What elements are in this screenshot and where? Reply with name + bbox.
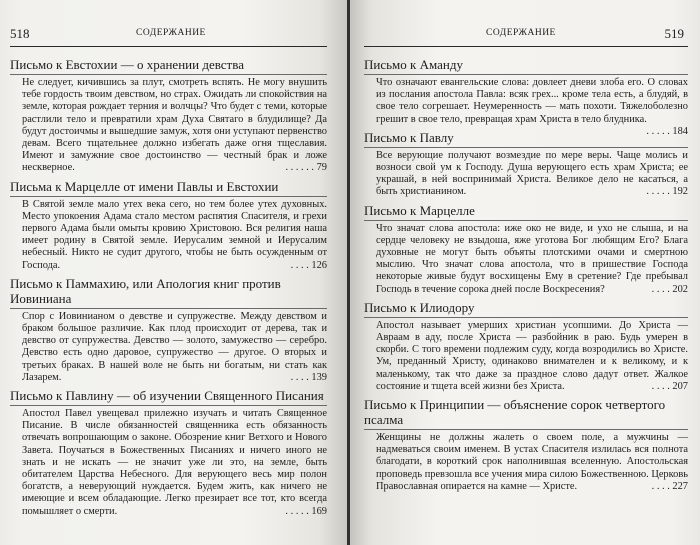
entry-page-number: . . . . . . 79 <box>285 162 327 174</box>
left-contents <box>10 57 327 518</box>
toc-entry <box>364 130 688 199</box>
entry-page-number: . . . . 207 <box>651 380 688 392</box>
toc-entry <box>364 300 688 393</box>
toc-entry <box>364 203 688 296</box>
left-page <box>0 0 347 545</box>
entry-page-number: . . . . 126 <box>290 259 327 271</box>
entry-summary <box>376 320 688 393</box>
entry-title: Письмо к Павлину — об изучении Священного Писания <box>10 388 327 406</box>
entry-title: Письмо к Паммахию, или Апология книг против Иовиниана <box>10 276 327 309</box>
entry-text: Не следует, кичившись за плут, смотреть вспять. Не могу внушить тебе гордость твоим девством, но страх. Ожидать ли спокойствия на земле, которая рождает терния и волчцы? Что будет с теми, которые растлили тело и превратили храм Духа Святаго в блудилище? Да будут достоичмы и вышедшие замуж, хотя они уступают первенство девам. Всего тщательнее должно избегать даже огня тщеславия. Имеют и замужние свое достоинство — честный брак и ложе нескверное. <box>22 77 327 174</box>
left-page-header <box>10 26 327 47</box>
entry-title: Письма к Марцелле от имени Павлы и Евстохии <box>10 179 327 197</box>
entry-page-number: . . . . . 184 <box>646 125 688 137</box>
entry-summary <box>22 311 327 384</box>
entry-text: В Святой земле мало утех века сего, но тем более утех духовных. Место упокоения Адама стало местом распятия Спасителя, и грехи первого Адама были омыты кровию Христовою. Вся религия наша имеет родину в Святой земле. Иерусалим земной и Иерусалим небесный. Никто не судит другого, чтобы не быть осужденным от Господа. <box>22 198 327 271</box>
entry-text: Все верующие получают возмездие по мере веры. Чаще молись и возноси свой ум к Господу. Душа верующего есть храм Христа; ее украшай, в ней воспринимай Христа. Великое дело не касаться, а быть христианином. <box>376 149 688 198</box>
entry-title: Письмо к Евстохии — о хранении девства <box>10 57 327 75</box>
running-title: СОДЕРЖАНИЕ <box>136 28 206 38</box>
entry-title: Письмо к Принципии — объяснение сорок четвертого псалма <box>364 397 688 430</box>
entry-title: Письмо к Аманду <box>364 57 688 75</box>
entry-summary <box>376 432 688 493</box>
entry-page-number: . . . . . 169 <box>285 505 327 517</box>
entry-summary <box>376 150 688 199</box>
entry-title: Письмо к Павлу <box>364 130 688 148</box>
entry-text: Женщины не должны жалеть о своем поле, а мужчины — надмеваться своим именем. В устах Спасителя излилась вся полнота благодати, в короткий срок наполнившая вселенную. Апостольская проповедь превзошла все учения мира силою Божественною. Церковь Православная опирается на камне — Христе. <box>376 432 688 492</box>
entry-summary <box>22 199 327 272</box>
right-contents <box>364 57 688 493</box>
entry-summary <box>376 223 688 296</box>
entry-page-number: . . . . 202 <box>651 283 688 295</box>
entry-text: Спор с Иовинианом о девстве и супружестве. Между девством и браком большое различие. Как плод происходит от дерева, так и девство от супружества. Девство — золото, замужество — серебро. Девство есть одно даровое, супружество — другое. О вторых и третьих браках. В нашей воле не быть ни богатым, ни стать как Лазарем. <box>22 310 327 383</box>
entry-text: Что означают евангельские слова: довлеет дневи злоба его. О словах из послания апостола Павла: всяк грех... кроме тела есть, а блудяй, в свое тело согрешает. Неумеренность — мать похоти. Тяжелоболезно грешит в свое тело, превращая храм Христа в тело блудника. <box>376 77 688 125</box>
entry-page-number: . . . . 227 <box>651 480 688 492</box>
entry-summary <box>22 408 327 518</box>
page-number: 519 <box>664 26 684 41</box>
entry-summary <box>22 77 327 175</box>
toc-entry <box>10 276 327 384</box>
entry-title: Письмо к Илиодору <box>364 300 688 318</box>
entry-title: Письмо к Марцелле <box>364 203 688 221</box>
running-title: СОДЕРЖАНИЕ <box>486 28 556 38</box>
page-number: 518 <box>10 26 30 41</box>
entry-page-number: . . . . 139 <box>290 371 327 383</box>
entry-text: Что значат слова апостола: иже око не виде, и ухо не слыша, и на сердце человеку не взыдоша, яже уготова Бог любящим Его? Блага духовные не могут быть объяты плотскими очами и смертною мыслию. Что значат слова апостола, что в пришествие Господа некоторые живые будут восхищены Ему в сретение? Где пребывал Господь в течение сорока дней после Воскресения? <box>376 222 688 295</box>
entry-text: Апостол Павел увещевал прилежно изучать и читать Священное Писание. В числе обязанностей священника есть обязанность отвечать вопрошающим о законе. Обозрение книг Ветхого и Нового Завета. Поучаться в Божественных Писаниях и ничего иного не знать и не искать — не значит уже ли это, на земле, быть обитателем Царства Небесного. Для верующего весь мир полон богатств, а неверующий нуждается. Будем жить, как ничего не имеющие и всем обладающие. Легко презирает все тот, кто всегда помышляет о смерти. <box>22 408 327 517</box>
entry-text: Апостол называет умерших христиан усопшими. До Христа — Авраам в аду, после Христа — разбойник в раю. Будь умерен в скорби. С того времени подлежим суду, когда возродились во Христе. Ум, преданный Христу, одинаково внимателен и к великому, и к маленькому, так что даже за праздное слово дадут ответ. Жалкое состояние и тщета всей жизни без Христа. <box>376 319 688 392</box>
toc-entry <box>10 388 327 518</box>
entry-summary <box>376 77 688 137</box>
toc-entry <box>10 57 327 175</box>
right-page <box>350 0 700 545</box>
entry-page-number: . . . . . 192 <box>646 186 688 198</box>
toc-entry <box>364 397 688 493</box>
toc-entry <box>10 179 327 272</box>
right-page-header <box>364 26 688 47</box>
